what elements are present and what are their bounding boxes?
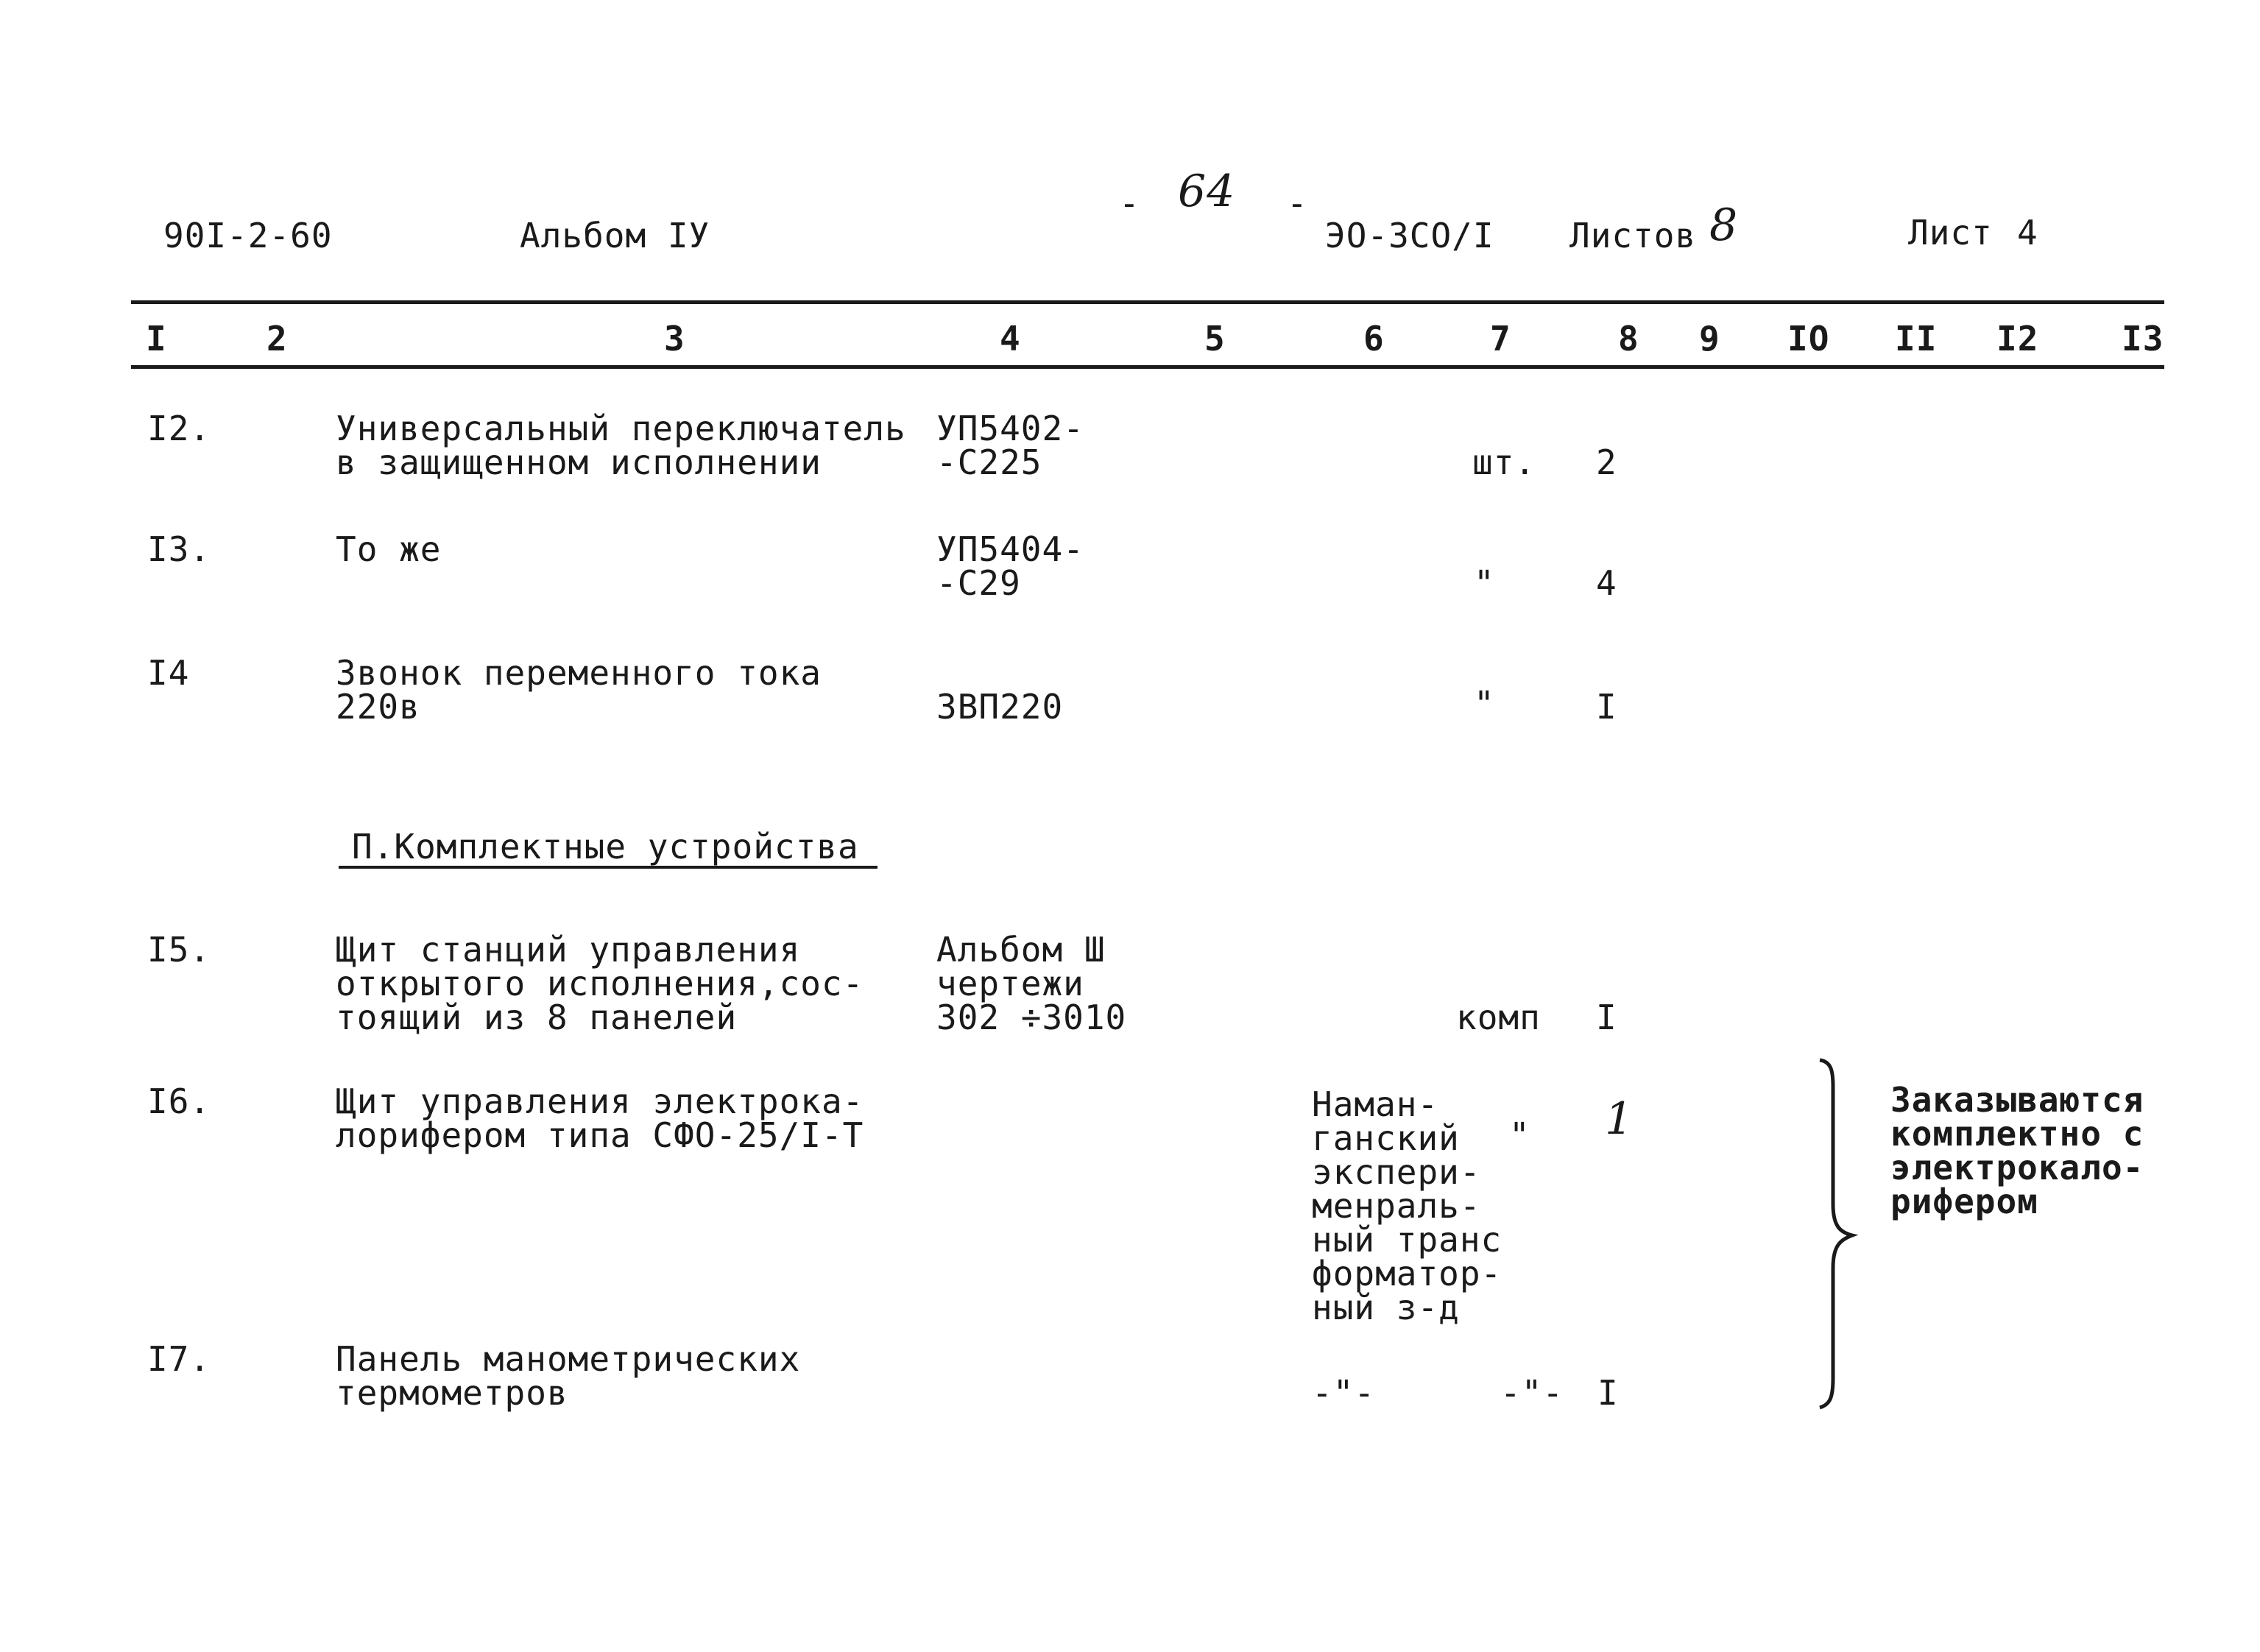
item-type-line: ЗВП220 [936, 687, 1064, 727]
item-type-line: Альбом Ш [936, 930, 1106, 970]
item-quantity: I [1596, 687, 1617, 727]
drawing-code: ЭО-3СО/I [1325, 216, 1494, 255]
manufacturer-line: ганский [1312, 1118, 1460, 1158]
item-name-line: Универсальный переключатель [336, 409, 906, 448]
item-type-line: 302 ÷3010 [936, 998, 1127, 1037]
sheets-label: Листов [1569, 216, 1697, 255]
item-type-line: УП5402- [936, 409, 1084, 448]
item-unit: " [1474, 684, 1495, 724]
column-number: I [146, 319, 167, 359]
grouping-brace [1811, 1057, 1870, 1411]
order-note-line: электрокало- [1890, 1148, 2144, 1187]
item-quantity: 4 [1596, 563, 1617, 603]
item-name-line: Звонок переменного тока [336, 653, 822, 693]
order-note-line: Заказываются [1890, 1080, 2144, 1120]
column-number: 5 [1204, 319, 1226, 359]
item-quantity: I [1597, 1373, 1619, 1413]
item-name-line: То же [336, 529, 442, 569]
section-title-underline [339, 866, 877, 869]
item-quantity: 1 [1605, 1093, 1634, 1145]
item-name-line: термометров [336, 1373, 568, 1413]
order-note-line: рифером [1890, 1182, 2038, 1221]
column-number: 4 [1000, 319, 1021, 359]
item-unit: " [1509, 1115, 1530, 1155]
row-number: I4 [147, 653, 190, 693]
item-name-line: 220в [336, 687, 420, 727]
item-name-line: открытого исполнения,сос- [336, 964, 864, 1003]
column-number: 9 [1699, 319, 1720, 359]
header-rule-bottom [131, 365, 2164, 369]
order-note-line: комплектно с [1890, 1114, 2144, 1154]
item-name-line: Щит управления электрока- [336, 1081, 864, 1121]
header-rule-top [131, 300, 2164, 304]
item-quantity: 2 [1596, 442, 1617, 482]
manufacturer-line: Наман- [1312, 1084, 1439, 1124]
column-number: 2 [266, 319, 288, 359]
manufacturer-line: ный транс [1312, 1220, 1502, 1260]
manufacturer-line: экспери- [1312, 1152, 1481, 1192]
item-unit: -"- [1500, 1373, 1564, 1413]
item-type-line: -С29 [936, 563, 1021, 603]
section-title: П.Комплектные устройства [352, 827, 859, 866]
column-number: IO [1787, 319, 1830, 359]
column-number: I2 [1996, 319, 2039, 359]
item-unit: шт. [1472, 442, 1536, 482]
manufacturer-line: менраль- [1312, 1186, 1481, 1226]
sheets-count: 8 [1709, 200, 1739, 251]
sheet-number: 4 [2017, 213, 2038, 253]
row-number: I3. [147, 529, 211, 569]
row-number: I7. [147, 1339, 211, 1379]
column-number: 7 [1490, 319, 1511, 359]
page-number: 64 [1178, 166, 1236, 217]
column-number: II [1895, 319, 1938, 359]
item-name-line: лорифером типа СФО-25/I-Т [336, 1115, 864, 1155]
item-type-line: чертежи [936, 964, 1084, 1003]
item-unit: " [1474, 563, 1495, 603]
row-number: I5. [147, 930, 211, 970]
item-name-line: тоящий из 8 панелей [336, 998, 738, 1037]
item-name-line: в защищенном исполнении [336, 442, 822, 482]
item-type-line: УП5404- [936, 529, 1084, 569]
column-number: 6 [1363, 319, 1385, 359]
sheet-label: Лист [1908, 213, 1993, 253]
item-unit: комп [1456, 998, 1541, 1037]
column-number: I3 [2122, 319, 2164, 359]
manufacturer-line: форматор- [1312, 1254, 1502, 1293]
page-dash-left: - [1119, 183, 1140, 223]
row-number: I2. [147, 409, 211, 448]
document-code: 90I-2-60 [163, 216, 333, 255]
row-number: I6. [147, 1081, 211, 1121]
item-name-line: Щит станций управления [336, 930, 801, 970]
manufacturer-ditto: -"- [1312, 1373, 1376, 1413]
item-type-line: -С225 [936, 442, 1042, 482]
column-number: 3 [664, 319, 685, 359]
item-quantity: I [1596, 998, 1617, 1037]
manufacturer-line: ный з-д [1312, 1288, 1460, 1327]
column-number: 8 [1618, 319, 1639, 359]
page-dash-right: - [1287, 183, 1308, 223]
album-label: Альбом IУ [520, 216, 710, 255]
item-name-line: Панель манометрических [336, 1339, 801, 1379]
